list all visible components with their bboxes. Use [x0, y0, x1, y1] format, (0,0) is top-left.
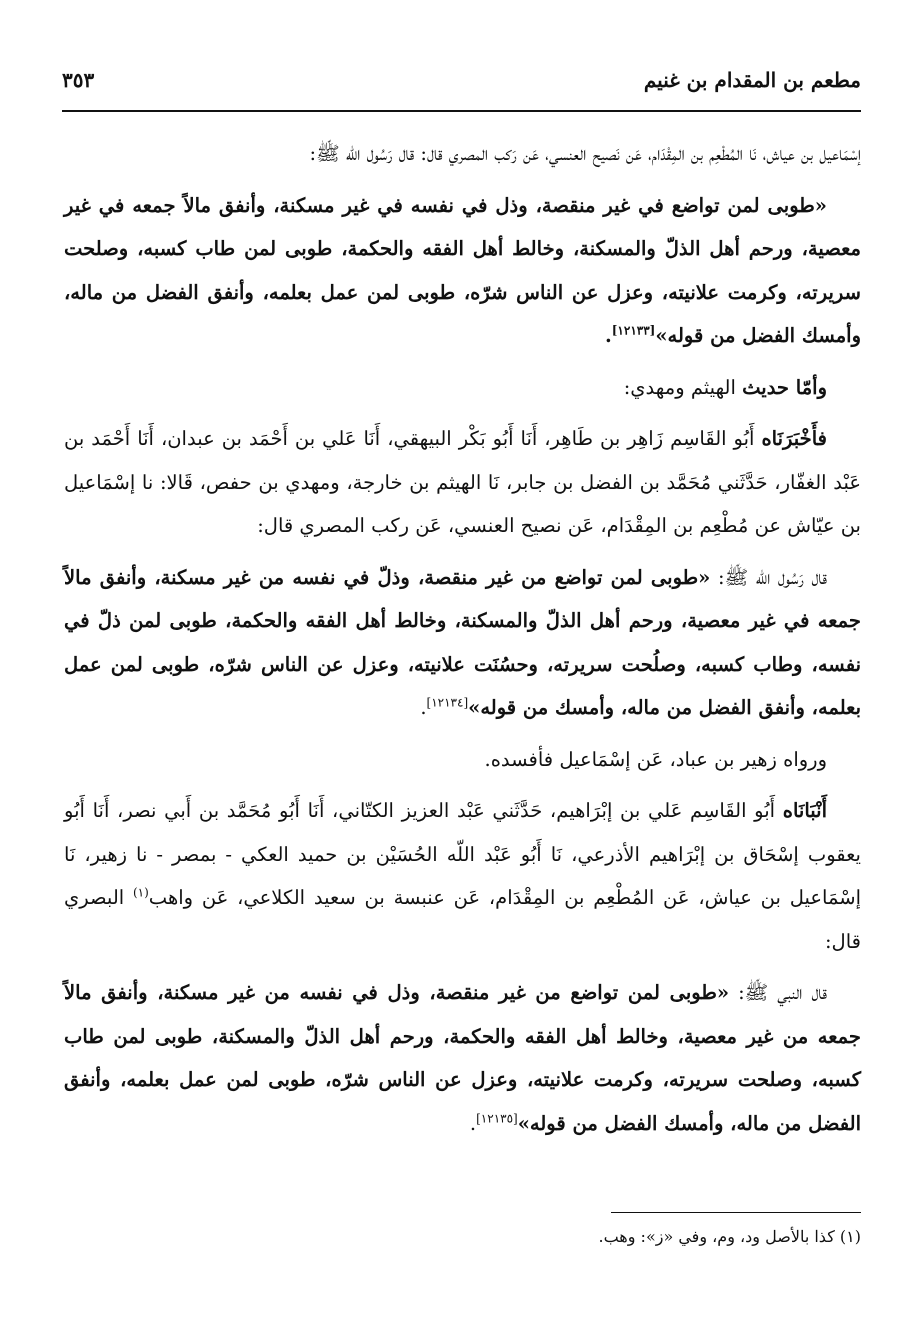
hadith-text: «طوبى لمن تواضع من غير منقصة، وذل في نفسه من غير مسكنة، وأنفق مالاً جمعه من غير معصية، وخالط أهل الفقه والحكمة، ورحم أهل الذلّ والمسكنة، طوبى لمن طاب كسبه، وصلحت سريرته، وكرمت علانيته، وعزل عن الناس شرّه، طوبى لمن عمل بعلمه، وأنفق الفضل من ماله، وأمسك الفضل من قوله»	[64, 981, 861, 1135]
hadith-text: «طوبى لمن تواضع من غير منقصة، وذلّ في نفسه من غير مسكنة، وأنفق مالاً جمعه في غير معصية، ورحم أهل الذلّ والمسكنة، وخالط أهل الفقه والحكمة، طوبى لمن ذلّ في نفسه، وطاب كسبه، وصلُحت سريرته، وحسُنَت علانيته، وعزل عن الناس شرّه، طوبى لمن عمل بعلمه، وأنفق الفضل من ماله، وأمسك من قوله»	[64, 565, 861, 719]
chain-lead-word: فأَخْبَرَنَاه	[761, 427, 827, 450]
hadith-text: «طوبى لمن تواضع في غير منقصة، وذل في نفسه في غير مسكنة، وأنفق مالاً جمعه في غير معصية، ورحم أهل الذلّ والمسكنة، وخالط أهل الفقه والحكمة، طوبى لمن طاب كسبه، وصلحت سريرته، وكرمت علانيته، وعزل عن الناس شرّه، طوبى لمن عمل بعلمه، وأنفق الفضل من ماله، وأمسك الفضل من قوله»	[64, 193, 861, 347]
section-intro-bold: وأمّا حديث	[742, 375, 827, 399]
chain-paragraph-3	[64, 789, 861, 963]
page-number: ٣٥٣	[62, 68, 95, 92]
footnote-marker: (١)	[132, 885, 149, 900]
hadith-paragraph-3: قال النبي ﷺ: «طوبى لمن تواضع من غير منقصة، وذل في نفسه من غير مسكنة، وأنفق مالاً جمعه من غير معصية، وخالط أهل الفقه والحكمة، ورحم أهل الذلّ والمسكنة، طوبى لمن طاب كسبه، وصلحت سريرته، وكرمت علانيته، وعزل عن الناس شرّه، طوبى لمن عمل بعلمه، وأنفق الفضل من ماله، وأمسك الفضل من قوله»[١٢١٣٥].	[64, 981, 861, 1135]
chain-text: أَبُو القَاسِم عَلي بن إبْرَاهيم، حَدَّثَني عَبْد العزيز الكتّاني، أَنَا أَبُو مُحَمَّد بن أَبي نصر، أَنَا أَبُو يعقوب إسْحَاق بن إبْرَاهيم الأذرعي، نَا أَبُو عَبْد اللّه الحُسَيْن بن حميد العكي - بمصر - نا زهير، نَا إسْمَاعيل بن عياش، عَن المُطْعِم بن المِقْدَام، عَن عنبسة بن سعيد الكلاعي، عَن واهب	[64, 799, 861, 909]
hadith-reference: [١٢١٣٤]	[426, 695, 469, 710]
hadith-reference: [١٢١٣٥]	[476, 1111, 518, 1125]
chain-text: إسْمَاعيل بن عياش، نَا المُطْعِم بن المِقْدَام، عَن نَصيح العنسي، عَن رَكب المصري قال: قال رَسُول الله ﷺ:	[309, 142, 861, 165]
running-title: مطعم بن المقدام بن غنيم	[643, 68, 861, 92]
narration-note-text: ورواه زهير بن عباد، عَن إسْمَاعيل فأفسده.	[484, 747, 827, 771]
page-header	[62, 58, 861, 102]
hadith-paragraph-1: «طوبى لمن تواضع في غير منقصة، وذل في نفسه في غير مسكنة، وأنفق مالاً جمعه في غير معصية، ورحم أهل الذلّ والمسكنة، وخالط أهل الفقه والحكمة، طوبى لمن طاب كسبه، وصلحت سريرته، وكرمت علانيته، وعزل عن الناس شرّه، طوبى لمن عمل بعلمه، وأنفق الفضل من ماله، وأمسك الفضل من قوله»[١٢١٣٣].	[64, 193, 861, 347]
hadith-paragraph-2: قال رَسُول الله ﷺ: «طوبى لمن تواضع من غير منقصة، وذلّ في نفسه من غير مسكنة، وأنفق مالاً جمعه في غير معصية، ورحم أهل الذلّ والمسكنة، وخالط أهل الفقه والحكمة، طوبى لمن ذلّ في نفسه، وطاب كسبه، وصلُحت سريرته، وحسُنَت علانيته، وعزل عن الناس شرّه، طوبى لمن عمل بعلمه، وأنفق الفضل من ماله، وأمسك من قوله»[١٢١٣٤].	[64, 565, 861, 719]
section-intro-text: الهيثم ومهدي:	[623, 375, 743, 399]
header-rule	[62, 110, 861, 112]
hadith-lead: قال النبي ﷺ:	[729, 981, 827, 1004]
footnote	[64, 1222, 861, 1252]
chain-text-end: البصري قال:	[64, 886, 861, 953]
main-text	[64, 132, 861, 1153]
footnote-rule	[611, 1212, 861, 1213]
section-intro	[64, 366, 861, 410]
chain-lead-word: أَنْبَانَاه	[782, 799, 827, 822]
hadith-lead: قال رَسُول الله ﷺ:	[710, 565, 827, 589]
chain-paragraph-2	[64, 417, 861, 548]
chain-text: أَبُو القَاسِم زَاهِر بن طَاهِر، أَنَا أَبُو بَكْر البيهقي، أَنَا عَلي بن أَحْمَد بن عبدان، أَنَا أَحْمَد بن عَبْد الغفّار، حَدَّثَني مُحَمَّد بن الفضل بن جابر، نَا الهيثم بن خارجة، ومهدي بن حفص، قَالا: نا إسْمَاعيل بن عيّاش عن مُطْعِم بن المِقْدَام، عَن نصيح العنسي، عَن ركب المصري قال:	[64, 427, 861, 537]
chain-paragraph-1	[64, 132, 861, 176]
hadith-reference: [١٢١٣٣]	[611, 323, 656, 338]
narration-note	[64, 738, 861, 782]
footnote-number: (١)	[839, 1227, 861, 1246]
footnote-text: كذا بالأصل ود، وم، وفي «ز»: وهب.	[598, 1227, 840, 1246]
